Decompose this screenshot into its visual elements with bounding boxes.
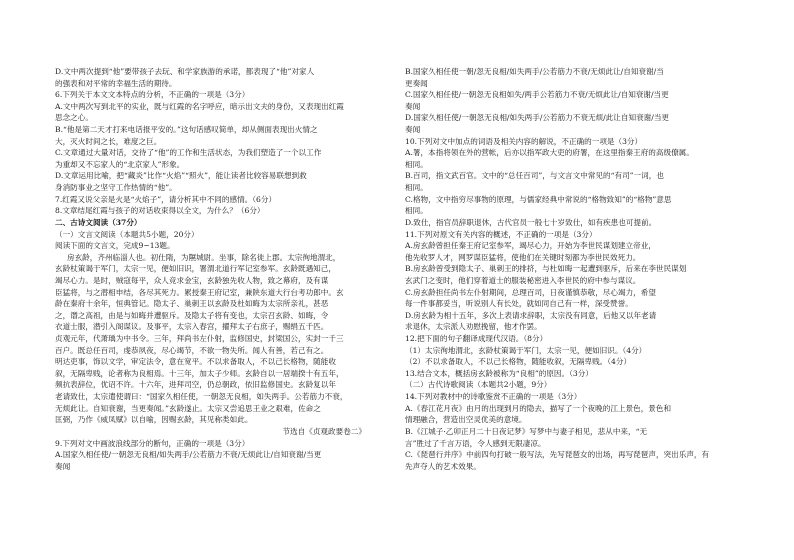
text-line: 无烦此让。自知衰谢，当更奏闻。”玄龄遂止。太宗又尝追思王业之艰难，佐命之 [55,403,321,413]
text-line: 臣猛将，与之潜相申结，各尽其死力。累授秦王府记室，兼陕东道大行台考功郎中。玄 [55,287,344,297]
text-line: A.文中两次写到北平的实业，既与红霞的名字呼应，暗示出文夫的身份，又表现出红霞 [55,101,344,111]
text-line: 更奏闻 [405,78,428,88]
text-line: B.国家久相任使一朝/忽无良相/如失两手/公若筋力不衰/无烦此让/自知衰谢/当 [405,67,664,76]
text-line: 求退休，太宗派人劝慰挽留，他才作罢。 [405,322,542,332]
text-line: 奏闻 [405,125,421,135]
text-line: C.国家久相任使/一朝忽无良相如失/两手公若筋力不衰/无烦此让/自知衰谢/当更 [405,90,669,100]
text-line: 10.下列对文中加点的词语及相关内容的解说，不正确的一项是（3分） [405,136,643,146]
text-line: 之，谮之高祖，由是与如晦并遭驱斥。及隐太子将有变也，太宗召玄龄、如晦，令 [55,310,329,320]
text-line: D.国家久相任使/一朝忽无良相/如失两手/公若筋力不衰无烦/此让自知衰谢/当更 [405,113,670,123]
text-line: A.署，本指将领在外的营帐，后亦以指军政大吏的府署，在这里指秦王府的高级僚属。 [405,148,694,158]
text-line: C.文章通过大量对话，交待了“他”的工作和生活状态，为我们塑造了一个以工作 [55,148,322,158]
text-line: 奏闻 [405,101,421,111]
text-line: 8.文章结尾红霞与孩子的对话收束得以全文，为什么？（6分） [55,206,265,216]
text-line: C.格物，文中指穷尽事物的原理，与儒家经典中常说的“格物致知”的“格物”意思 [405,194,672,204]
text-line: 他先收罗人才，网罗谋臣猛将，使他们在关键时刻都为李世民效死力。 [405,252,641,262]
text-line: 相同。 [405,206,428,216]
text-line: 身消防事业之坚守工作热情的“他”。 [55,183,177,193]
text-line: 14.下列对教材中的诗歌鉴赏不正确的一项是（3分） [405,392,582,402]
text-line: A.房玄龄曾担任秦王府记室参军，竭尽心力，开始为李世民谋划建立帝业， [405,241,656,251]
text-line: 的强表和对平常的幸福生活的期待。 [55,78,177,88]
text-line: 相同。 [405,183,428,193]
text-line: 7.红霞又说父亲是火是“火焰子”，请分析其中不同的感情。（6分） [55,194,277,204]
text-line: 玄武门之变时，他们穿着道士的服装秘密进入李世民的府中参与谋议。 [405,275,641,285]
text-line: 相同。 [405,159,428,169]
text-line: 龄在秦府十余年，恒典管记。隐太子、巢刺王以玄龄及杜如晦为太宗所亲礼，甚恶 [55,299,329,309]
text-line: 言”胜过了千言万语，令人感到无限凄凉。 [405,438,546,448]
text-line: A.国家久相任使/一朝忽无良相/如失两手/公若筋力不衰/无烦此让/自知衰谢/当更 [55,450,322,460]
text-line: A.《春江花月夜》由月的出现到月的隐去，描写了一个夜晚的江上景色，景色和 [405,403,672,413]
right-text-column [405,66,742,472]
text-line: 思念之心。 [55,113,93,123]
text-line: 节选自《贞观政要卷二》 [282,426,366,436]
left-text-column [55,66,390,472]
text-line: 每一件事都妥当，听说别人有长处，就如同自己有一样，深受赞誉。 [405,299,633,309]
text-line: C.《琵琶行并序》中前四句打破一般写法，先写琵琶女的出场，再写琵琶声，突出乐声，有 [405,450,710,460]
text-line: 明达吏事，饰以文学，审定法令，意在宽平。不以求备取人，不以己长格物，随能收 [55,357,336,367]
text-line: 老请致仕，太宗遣使谓曰：“国家久相任使，一朝忽无良相，如失两手。公若筋力不衰， [55,392,348,402]
text-line: 大，灭火时间之长，难度之巨。 [55,136,162,146]
text-line: 13.结合文本，概括房玄龄被称为“良相”的原因。（3分） [405,368,593,378]
text-line: D.文章运用比喻，把“藏炎”比作“火焰”“照火”，能让读者比较容易联想到救 [55,171,307,181]
text-line: 阅读下面的文言文，完成9~13题。 [55,241,175,251]
text-line: B.《江城子·乙卯正月二十日夜记梦》写梦中与妻子相见，悲从中来，“无 [405,426,648,436]
text-line: 贞观元年，代萧瑀为中书令。三年，拜尚书左仆射，监修国史，封梁国公，实封一千三 [55,334,344,344]
text-line: 12.把下面的句子翻译成现代汉语。（8分） [405,334,548,344]
text-line: D.房玄龄为相十五年，多次上表请求辞职，太宗没有同意，后他又以年老请 [405,310,657,320]
text-line: D.文中两次提到“他”要带孩子去玩、和学家族游的承诺，都表现了“他”对家人 [55,67,315,76]
text-line: 房玄龄，齐州临淄人也。初仕隋，为隰城尉。坐事，除名徙上郡。太宗徇地渭北， [67,252,341,262]
text-line: （一）文言文阅读（本题共5小题，20分） [55,229,199,239]
text-line: C.房玄龄担任尚书左仆射期间，总理百司，日夜谨慎恭敬，尽心竭力，希望 [405,287,656,297]
text-line: B.“他是第二天才打来电话报平安的。”这句话感叹简单，却从侧面表现出火情之 [55,125,318,135]
text-line: D.致仕，指官员辞职退休，古代官员一般七十岁致仕，如有疾患也可提前。 [405,217,657,227]
text-line: 情理融合，营造出空灵优美的意境。 [405,415,527,425]
text-line: B.百司，指文武百官。文中的“总任百司”，与文言文中常见的“有司”一词，也 [405,171,664,181]
text-line: 匡弼，乃作《威凤赋》以自喻，因赐玄龄，其见称类如此。 [55,415,253,425]
text-line: 二、古诗文阅读（37分） [55,217,142,227]
text-line: 为重却又不忘家人的“北京家人”形象。 [55,159,185,169]
text-line: 11.下列对原文有关内容的概述，不正确的一项是（3分） [405,229,597,239]
text-line: 衣道士服，潜引入阁谋议。及事平，太宗入春宫，擢拜太子右庶子，赐绢五千匹。 [55,322,329,332]
text-line: 叙，无隔卑贱，论者称为良相焉。十三年，加太子少师。玄龄自以一居端揆十有五年， [55,368,344,378]
text-line: 频抗表辞位，优诏不许。十六年，进拜司空，仍总朝政，依旧监修国史。玄龄复以年 [55,380,336,390]
text-line: （1）太宗徇地渭北，玄龄杖策谒于军门，太宗一见，便如旧识。（4分） [405,345,647,355]
text-line: 6.下列关于本文文本特点的分析，不正确的一项是（3分） [55,90,250,100]
text-line: 玄龄杖策谒于军门，太宗一见，便如旧识，署渭北道行军记室参军。玄龄既遇知己， [55,264,336,274]
text-line: 9.下列对文中画波浪线部分的断句，正确的一项是（3分） [55,438,250,448]
text-line: 百户。既总任百司，虔恭夙夜，尽心竭节，不欲一物失所。闻人有善，若己有之。 [55,345,329,355]
text-line: 先声夺人的艺术效果。 [405,461,481,471]
text-line: （2）不以求备取人，不以己长格物，随能收叙，无隔卑贱。（4分） [405,357,632,367]
text-line: 奏闻 [55,461,71,471]
text-line: 竭尽心力。是时，贼寇每平，众人竞求金宝，玄龄独先收人物，致之幕府，及有谋 [55,275,329,285]
text-line: （二）古代诗歌阅读（本题共2小题，9分） [405,380,552,390]
text-line: B.房玄龄曾受到隐太子、巢刺王的排挤，与杜如晦一起遭到驱斥，后来在李世民谋划 [405,264,687,274]
